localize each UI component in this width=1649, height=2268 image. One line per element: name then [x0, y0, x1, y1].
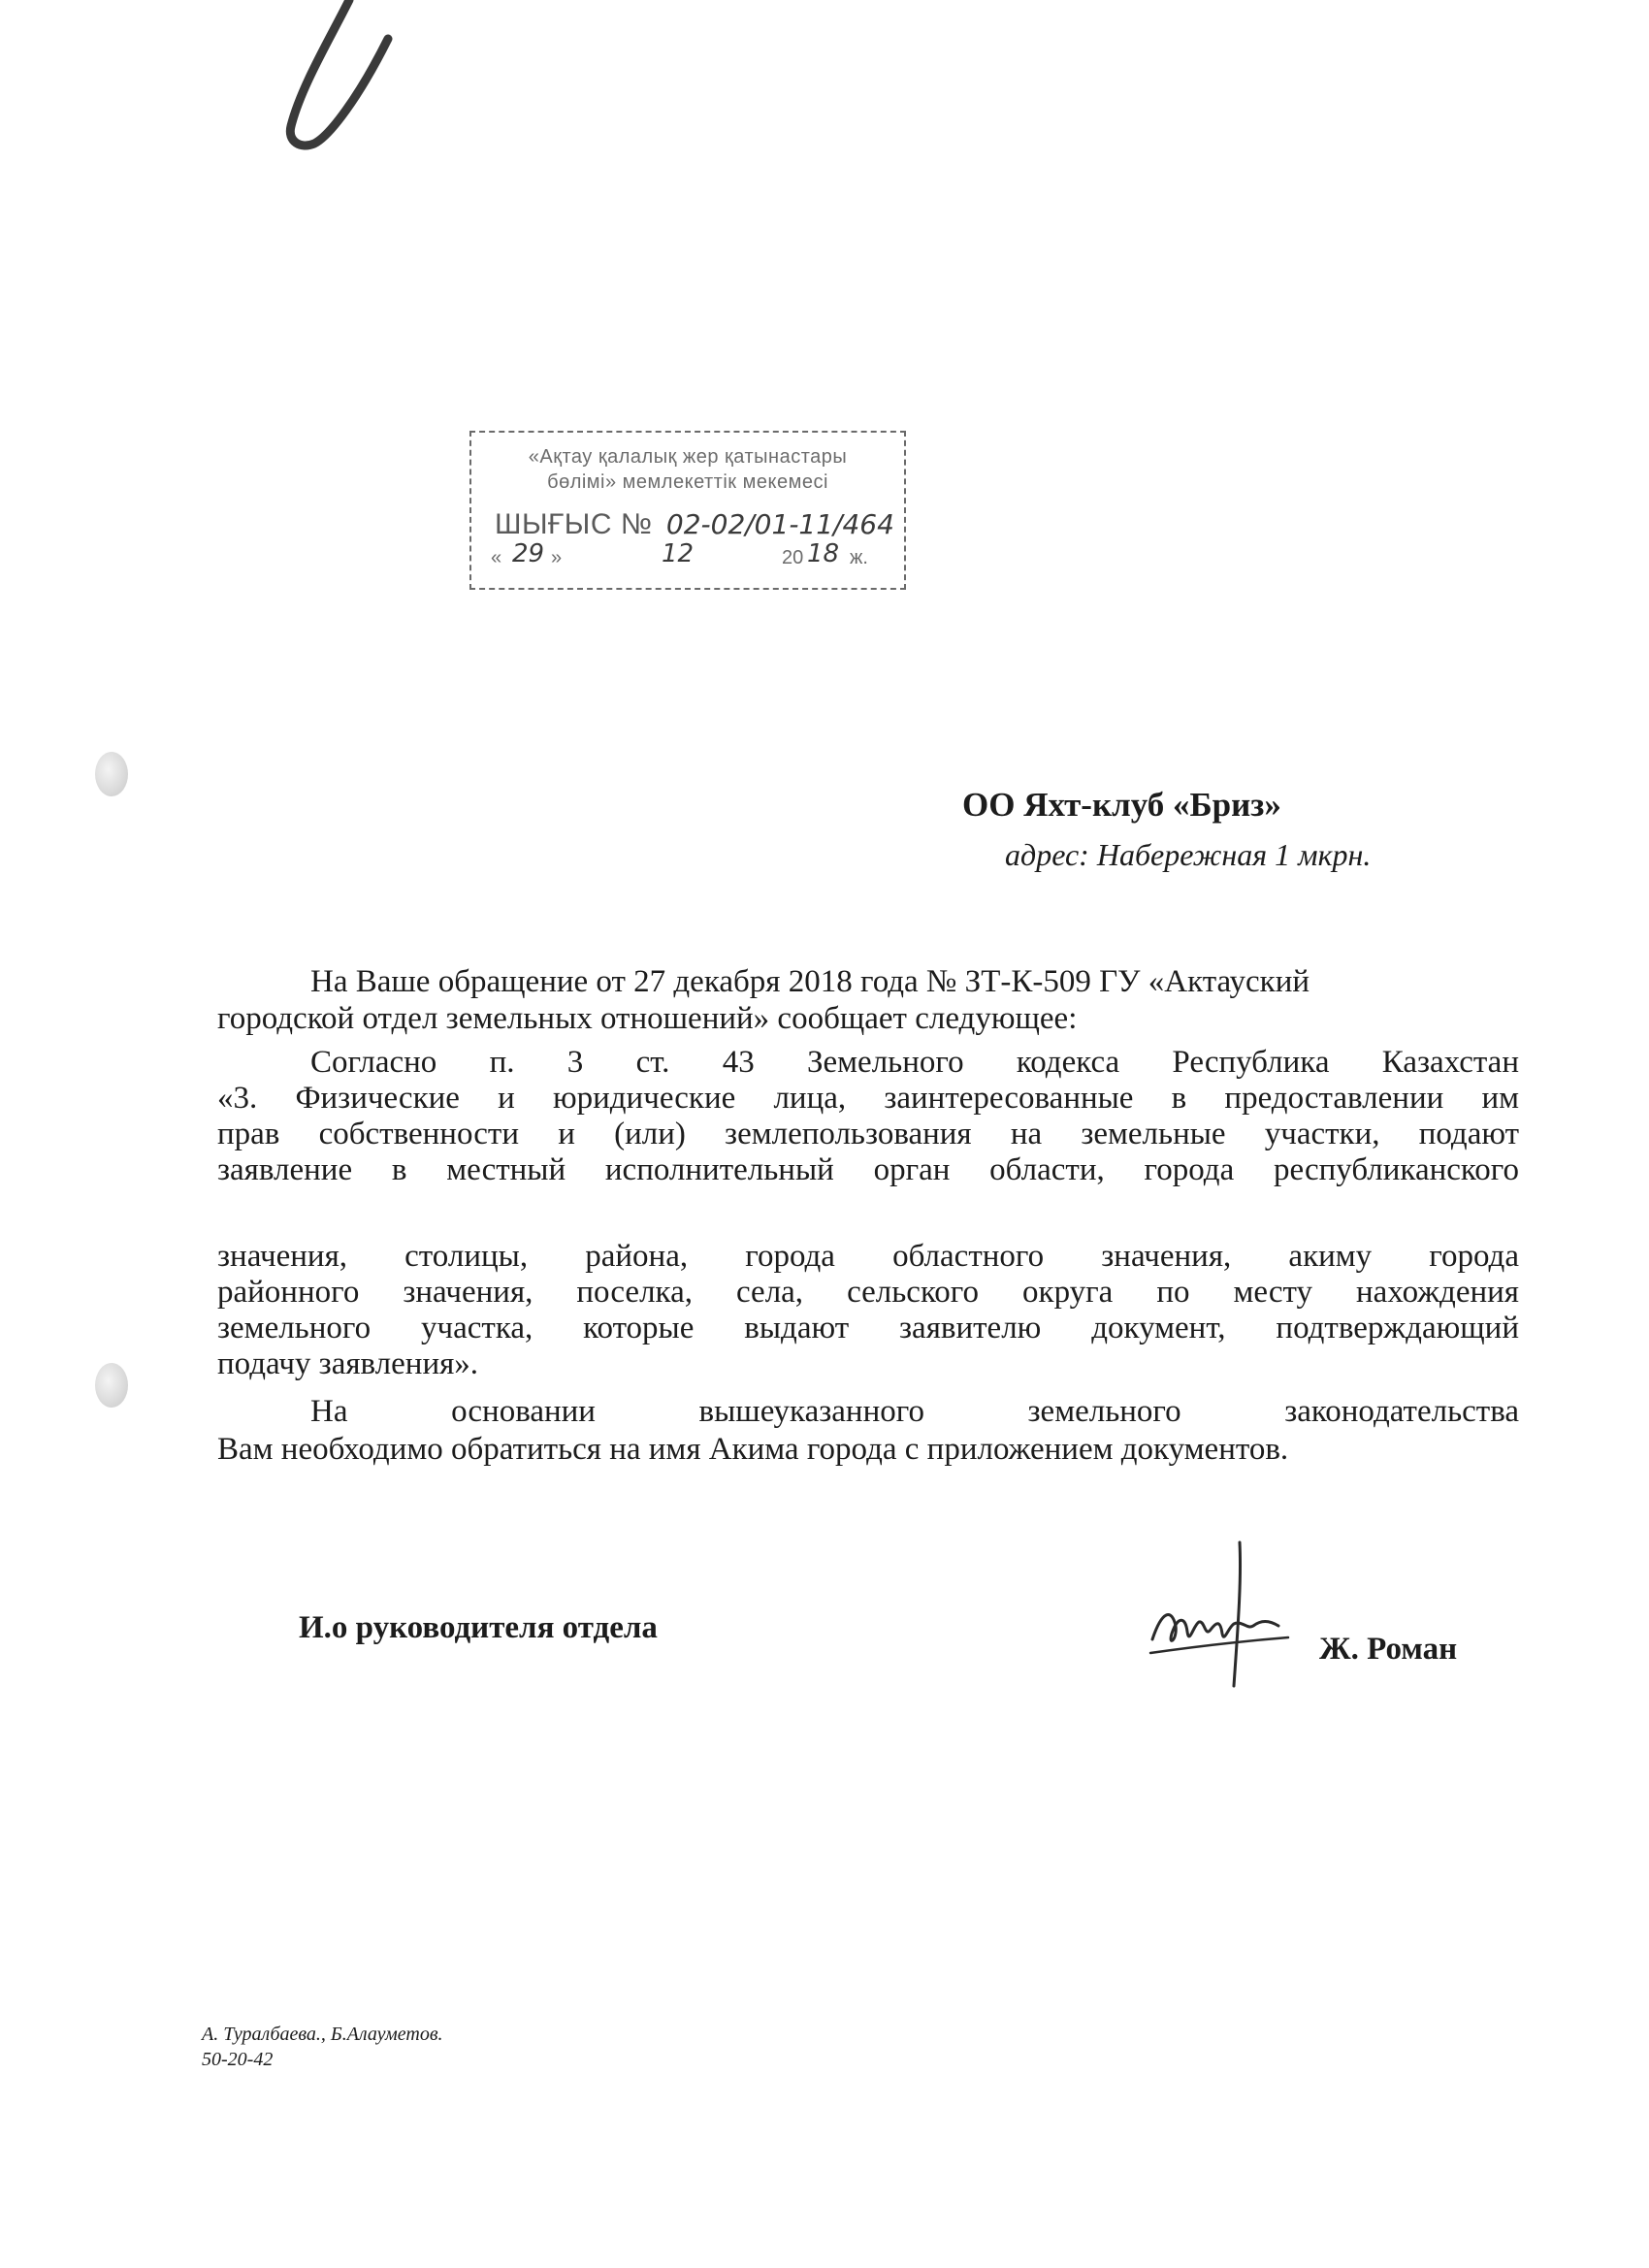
signatory-name: Ж. Роман: [1319, 1632, 1458, 1667]
stamp-outgoing-number: 02-02/01-11/464: [665, 508, 894, 540]
stamp-date-open-quote: «: [491, 547, 502, 568]
stamp-date-month: 12: [662, 539, 695, 568]
body-line: городской отдел земельных отношений» сообщает следующее:: [217, 1001, 1078, 1036]
body-line: «3. Физические и юридические лица, заинтересованные в предоставлении им: [217, 1081, 1519, 1116]
paper-clip-mark: [272, 0, 398, 165]
body-line: районного значения, поселка, села, сельского округа по месту нахождения: [217, 1275, 1519, 1310]
stamp-date-day: 29: [512, 539, 545, 568]
recipient-address: адрес: Набережная 1 мкрн.: [1005, 837, 1372, 872]
body-line: заявление в местный исполнительный орган области, города республиканского: [217, 1152, 1519, 1187]
signatory-position: И.о руководителя отдела: [299, 1610, 658, 1645]
outgoing-registration-stamp: [469, 431, 906, 590]
recipient-name: ОО Яхт-клуб «Бриз»: [962, 786, 1281, 824]
stamp-date-close-quote: »: [551, 547, 563, 568]
body-line: подачу заявления».: [217, 1346, 479, 1381]
punch-hole-bottom: [95, 1363, 128, 1408]
stamp-outgoing-label: ШЫҒЫС №: [495, 508, 653, 540]
body-line: земельного участка, которые выдают заявителю документ, подтверждающий: [217, 1311, 1519, 1345]
punch-hole-top: [95, 752, 128, 796]
executors-names: А. Туралбаева., Б.Алауметов.: [202, 2024, 443, 2045]
handwritten-signature: [1133, 1533, 1298, 1698]
executors-phone: 50-20-42: [202, 2049, 274, 2070]
body-line: значения, столицы, района, города областного значения, акиму города: [217, 1239, 1519, 1274]
body-line: На основании вышеуказанного земельного законодательства: [310, 1394, 1519, 1429]
stamp-date-year-mark: ж.: [850, 547, 868, 568]
stamp-org-line-2: бөлімі» мемлекеттік мекемесі: [547, 471, 828, 493]
body-line: Согласно п. 3 ст. 43 Земельного кодекса Республика Казахстан: [310, 1045, 1519, 1080]
body-line: прав собственности и (или) землепользования на земельные участки, подают: [217, 1117, 1519, 1151]
body-line: Вам необходимо обратиться на имя Акима города с приложением документов.: [217, 1432, 1289, 1467]
body-line: На Ваше обращение от 27 декабря 2018 года № ЗТ-К-509 ГУ «Актауский: [310, 964, 1310, 999]
stamp-date-year-suffix: 18: [807, 539, 840, 568]
stamp-date-year-prefix: 20: [782, 547, 804, 568]
stamp-outgoing-number-row: [495, 508, 894, 541]
stamp-org-line-1: «Ақтау қалалық жер қатынастары: [528, 446, 848, 468]
